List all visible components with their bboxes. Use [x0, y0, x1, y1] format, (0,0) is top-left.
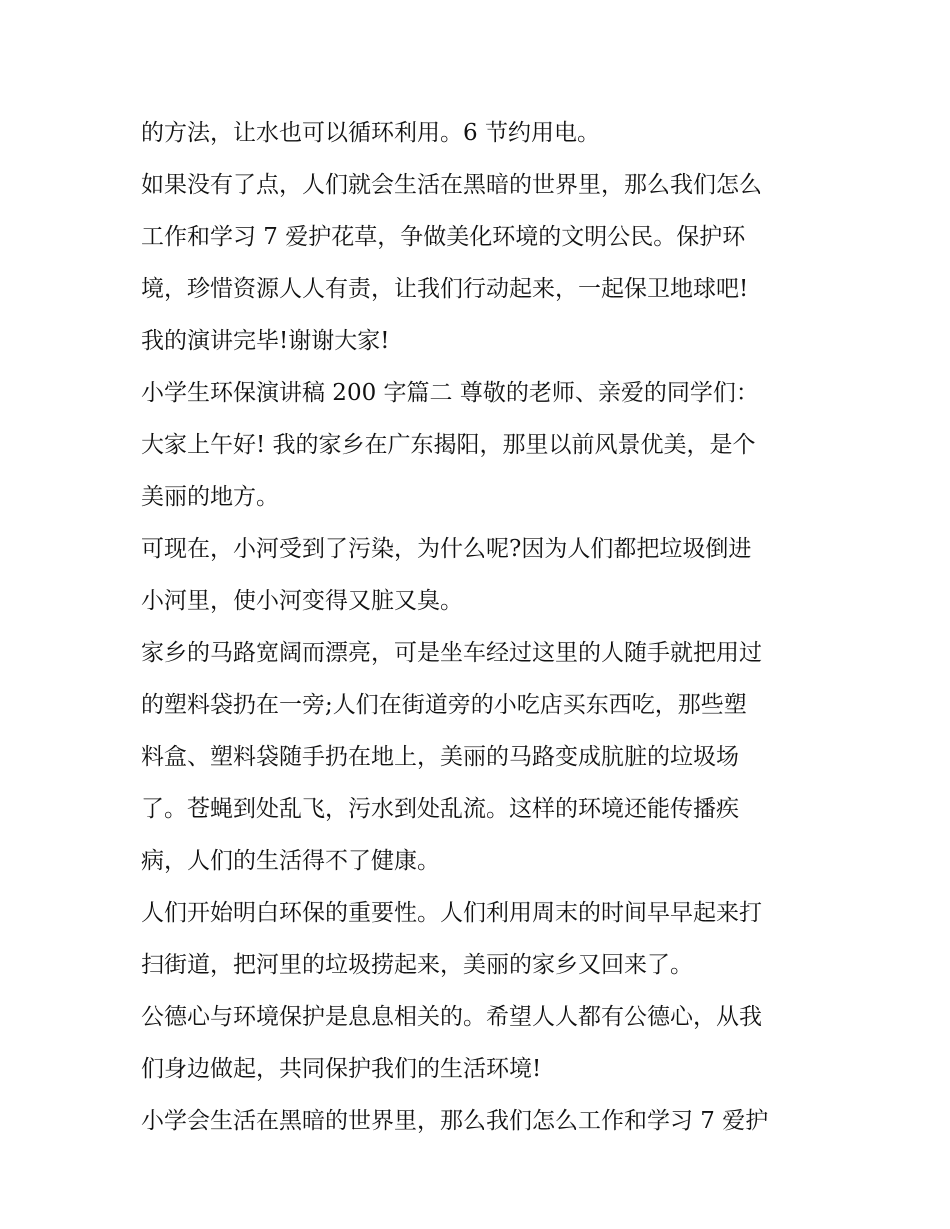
text-line: 病，人们的生活得不了健康。 [141, 848, 440, 874]
text-line: 可现在，小河受到了污染，为什么呢?因为人们都把垃圾倒进 [141, 536, 752, 562]
text-line: 的方法，让水也可以循环利用。6 节约用电。 [141, 120, 600, 146]
text-line: 大家上午好! 我的家乡在广东揭阳，那里以前风景优美，是个 [141, 432, 756, 458]
text-line: 我的演讲完毕!谢谢大家! [141, 328, 390, 354]
text-line: 料盒、塑料袋随手扔在地上，美丽的马路变成肮脏的垃圾场 [141, 744, 739, 770]
text-line: 公德心与环境保护是息息相关的。希望人人都有公德心，从我 [141, 1004, 762, 1030]
text-line: 小河里，使小河变得又脏又臭。 [141, 588, 463, 614]
text-line: 了。苍蝇到处乱飞，污水到处乱流。这样的环境还能传播疾 [141, 796, 739, 822]
text-line: 小学会生活在黑暗的世界里，那么我们怎么工作和学习 7 爱护 [141, 1108, 769, 1134]
text-line: 境，珍惜资源人人有责，让我们行动起来，一起保卫地球吧! [141, 276, 749, 302]
text-line: 们身边做起，共同保护我们的生活环境! [141, 1056, 542, 1082]
text-line: 美丽的地方。 [141, 484, 279, 510]
text-line: 小学生环保演讲稿 200 字篇二 尊敬的老师、亲爱的同学们： [141, 380, 759, 406]
text-line: 的塑料袋扔在一旁;人们在街道旁的小吃店买东西吃，那些塑 [141, 692, 747, 718]
text-line: 人们开始明白环保的重要性。人们利用周末的时间早早起来打 [141, 900, 762, 926]
text-line: 家乡的马路宽阔而漂亮，可是坐车经过这里的人随手就把用过 [141, 640, 762, 666]
text-line: 扫街道，把河里的垃圾捞起来，美丽的家乡又回来了。 [141, 952, 693, 978]
text-line: 如果没有了点，人们就会生活在黑暗的世界里，那么我们怎么 [141, 172, 762, 198]
document-body [141, 107, 821, 1147]
text-line: 工作和学习 7 爱护花草，争做美化环境的文明公民。保护环 [141, 224, 746, 250]
